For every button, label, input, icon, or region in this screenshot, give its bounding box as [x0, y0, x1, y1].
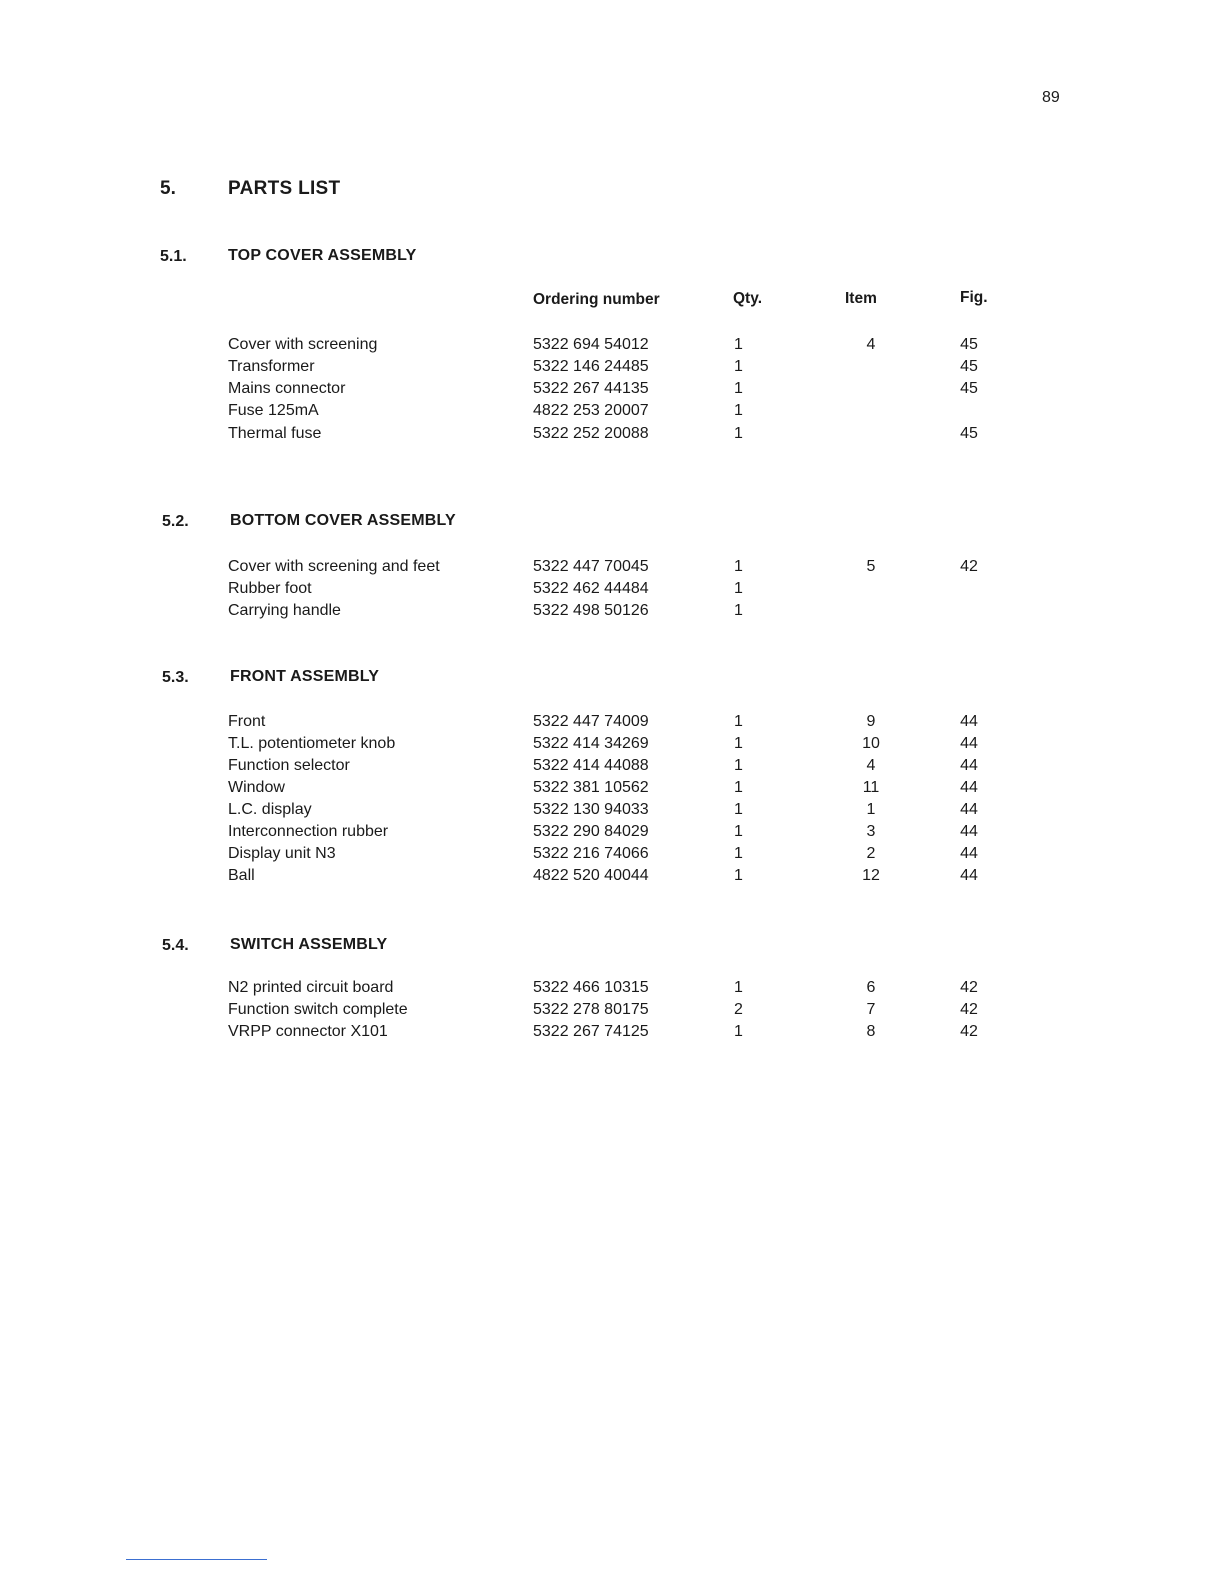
section-title: SWITCH ASSEMBLY	[230, 936, 388, 953]
part-item: 4	[866, 757, 876, 774]
part-item: 11	[862, 779, 880, 796]
part-ordering-number: 5322 414 34269	[533, 735, 649, 752]
part-ordering-number: 5322 130 94033	[533, 801, 649, 818]
section-number: 5.1.	[160, 248, 187, 265]
section-number: 5.4.	[162, 937, 189, 954]
part-qty: 1	[734, 823, 743, 840]
part-fig: 42	[960, 1023, 978, 1040]
part-qty: 1	[734, 402, 743, 419]
section-title: FRONT ASSEMBLY	[230, 668, 380, 685]
part-fig: 44	[960, 801, 978, 818]
part-item: 7	[866, 1001, 876, 1018]
part-item: 6	[866, 979, 876, 996]
part-description: Function switch complete	[228, 1001, 408, 1018]
part-ordering-number: 5322 466 10315	[533, 979, 649, 996]
part-description: L.C. display	[228, 801, 312, 818]
part-ordering-number: 5322 694 54012	[533, 336, 649, 353]
part-qty: 1	[734, 779, 743, 796]
part-qty: 1	[734, 358, 743, 375]
section-number: 5.3.	[162, 669, 189, 686]
part-fig: 44	[960, 735, 978, 752]
part-description: Ball	[228, 867, 255, 884]
part-fig: 44	[960, 757, 978, 774]
column-header-qty: Qty.	[733, 290, 762, 307]
part-qty: 2	[734, 1001, 743, 1018]
part-ordering-number: 5322 252 20088	[533, 425, 649, 442]
part-qty: 1	[734, 425, 743, 442]
part-fig: 44	[960, 845, 978, 862]
part-ordering-number: 5322 462 44484	[533, 580, 649, 597]
part-description: Cover with screening	[228, 336, 378, 353]
part-description: VRPP connector X101	[228, 1023, 388, 1040]
footer-rule	[126, 1559, 267, 1560]
part-item: 10	[862, 735, 880, 752]
part-description: T.L. potentiometer knob	[228, 735, 396, 752]
part-ordering-number: 5322 414 44088	[533, 757, 649, 774]
part-qty: 1	[734, 867, 743, 884]
section-title: TOP COVER ASSEMBLY	[228, 247, 417, 264]
part-ordering-number: 5322 146 24485	[533, 358, 649, 375]
part-qty: 1	[734, 845, 743, 862]
part-description: Rubber foot	[228, 580, 312, 597]
part-ordering-number: 5322 447 74009	[533, 713, 649, 730]
section-title: BOTTOM COVER ASSEMBLY	[230, 512, 456, 529]
part-fig: 42	[960, 979, 978, 996]
part-qty: 1	[734, 801, 743, 818]
part-qty: 1	[734, 380, 743, 397]
part-ordering-number: 5322 267 74125	[533, 1023, 649, 1040]
part-qty: 1	[734, 735, 743, 752]
part-item: 9	[866, 713, 876, 730]
part-ordering-number: 5322 381 10562	[533, 779, 649, 796]
part-description: Window	[228, 779, 285, 796]
part-description: Cover with screening and feet	[228, 558, 440, 575]
part-description: Thermal fuse	[228, 425, 322, 442]
part-fig: 42	[960, 558, 978, 575]
part-item: 2	[866, 845, 876, 862]
part-item: 8	[866, 1023, 876, 1040]
part-fig: 45	[960, 358, 978, 375]
part-description: N2 printed circuit board	[228, 979, 394, 996]
part-qty: 1	[734, 1023, 743, 1040]
part-description: Interconnection rubber	[228, 823, 389, 840]
part-ordering-number: 5322 216 74066	[533, 845, 649, 862]
part-description: Function selector	[228, 757, 350, 774]
part-qty: 1	[734, 713, 743, 730]
part-fig: 44	[960, 713, 978, 730]
part-qty: 1	[734, 602, 743, 619]
part-fig: 42	[960, 1001, 978, 1018]
part-fig: 45	[960, 425, 978, 442]
part-fig: 44	[960, 867, 978, 884]
part-ordering-number: 4822 253 20007	[533, 402, 649, 419]
part-ordering-number: 5322 278 80175	[533, 1001, 649, 1018]
part-ordering-number: 5322 447 70045	[533, 558, 649, 575]
column-header-fig: Fig.	[960, 289, 988, 306]
part-ordering-number: 5322 290 84029	[533, 823, 649, 840]
page-number: 89	[1042, 89, 1060, 106]
part-description: Fuse 125mA	[228, 402, 319, 419]
part-item: 12	[862, 867, 880, 884]
part-ordering-number: 4822 520 40044	[533, 867, 649, 884]
part-qty: 1	[734, 558, 743, 575]
part-item: 4	[866, 336, 876, 353]
part-ordering-number: 5322 267 44135	[533, 380, 649, 397]
part-description: Mains connector	[228, 380, 346, 397]
part-item: 5	[866, 558, 876, 575]
part-ordering-number: 5322 498 50126	[533, 602, 649, 619]
column-header-ordering-number: Ordering number	[533, 291, 660, 308]
part-qty: 1	[734, 336, 743, 353]
chapter-title: PARTS LIST	[228, 178, 341, 199]
part-description: Transformer	[228, 358, 315, 375]
part-item: 1	[866, 801, 876, 818]
part-description: Carrying handle	[228, 602, 341, 619]
part-qty: 1	[734, 757, 743, 774]
part-fig: 45	[960, 380, 978, 397]
part-fig: 44	[960, 823, 978, 840]
part-qty: 1	[734, 979, 743, 996]
part-description: Display unit N3	[228, 845, 336, 862]
part-fig: 45	[960, 336, 978, 353]
part-fig: 44	[960, 779, 978, 796]
column-header-item: Item	[845, 290, 877, 307]
chapter-number: 5.	[160, 178, 176, 199]
part-item: 3	[866, 823, 876, 840]
section-number: 5.2.	[162, 513, 189, 530]
part-qty: 1	[734, 580, 743, 597]
part-description: Front	[228, 713, 266, 730]
